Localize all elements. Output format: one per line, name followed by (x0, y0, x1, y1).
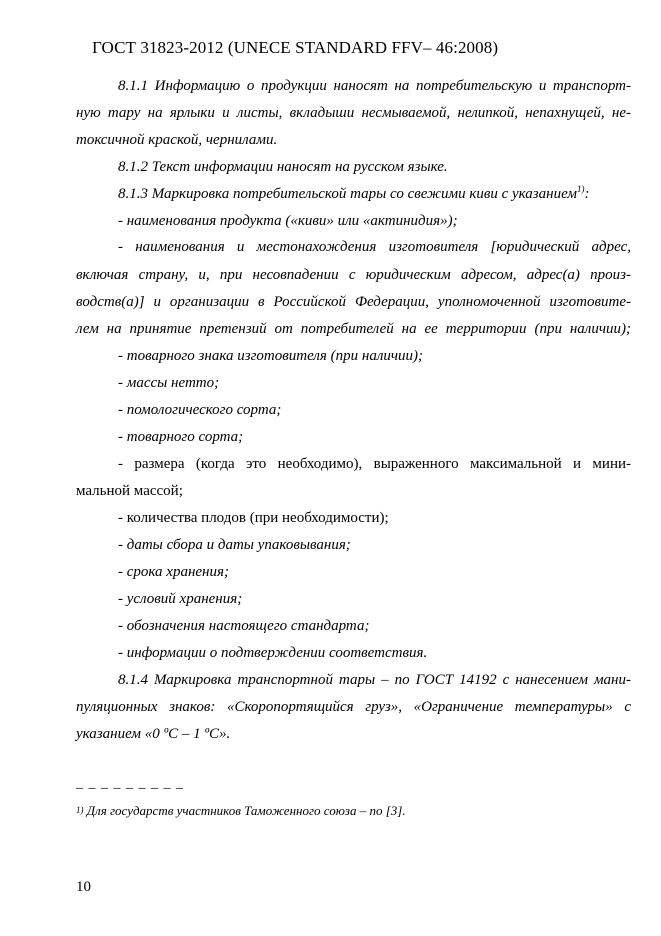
page-number: 10 (76, 879, 91, 895)
paragraph-colon: : (584, 186, 590, 202)
footnote-text: Для государств участников Таможенного союза – по [3]. (86, 803, 406, 818)
paragraph-line: пуляционных знаков: «Скоропортящийся груз», «Ограничение температуры» с (76, 699, 631, 715)
paragraph-line: 8.1.2 Текст информации наносят на русском языке. (118, 159, 448, 175)
paragraph-line: водств(а)] и организации в Российской Федерации, уполномоченной изготовите- (76, 294, 631, 310)
footnote (76, 803, 406, 819)
page-header: ГОСТ 31823-2012 (UNECE STANDARD FFV– 46:2008) (92, 38, 499, 57)
paragraph-line: токсичной краской, чернилами. (76, 132, 278, 148)
list-item: - массы нетто; (118, 375, 220, 391)
list-item: - информации о подтверждении соответствия. (118, 645, 428, 661)
paragraph-line: лем на принятие претензий от потребителей на ее территории (при наличии); (76, 321, 631, 337)
list-item: - помологического сорта; (118, 402, 282, 418)
paragraph-line: 8.1.1 Информацию о продукции наносят на потребительскую и транспорт- (118, 78, 631, 94)
list-item: - товарного знака изготовителя (при наличии); (118, 348, 424, 364)
list-item: - наименования продукта («киви» или «актинидия»); (118, 213, 458, 229)
paragraph-line: мальной массой; (76, 483, 183, 499)
footnote-ref: 1) (576, 184, 585, 194)
paragraph-text: 8.1.3 Маркировка потребительской тары со свежими киви с указанием (118, 186, 577, 202)
footnote-separator: _ _ _ _ _ _ _ _ _ (76, 776, 184, 791)
list-item: - размера (когда это необходимо), выраженного максимальной и мини- (118, 456, 631, 472)
list-item: - наименования и местонахождения изготовителя [юридический адрес, (118, 239, 631, 255)
footnote-marker: 1) (76, 805, 84, 815)
list-item: - товарного сорта; (118, 429, 244, 445)
paragraph-line: 8.1.4 Маркировка транспортной тары – по ГОСТ 14192 с нанесением мани- (118, 672, 631, 688)
paragraph-line: ную тару на ярлыки и листы, вкладыши несмываемой, нелипкой, непахнущей, не- (76, 105, 631, 121)
paragraph-line: включая страну, и, при несовпадении с юридическим адресом, адрес(а) произ- (76, 267, 631, 283)
list-item: - количества плодов (при необходимости); (118, 510, 389, 526)
list-item: - обозначения настоящего стандарта; (118, 618, 370, 634)
list-item: - даты сбора и даты упаковывания; (118, 537, 351, 553)
paragraph-line: указанием «0 ºС – 1 ºС». (76, 726, 231, 742)
list-item: - срока хранения; (118, 564, 229, 580)
list-item: - условий хранения; (118, 591, 243, 607)
paragraph-line (118, 184, 590, 202)
